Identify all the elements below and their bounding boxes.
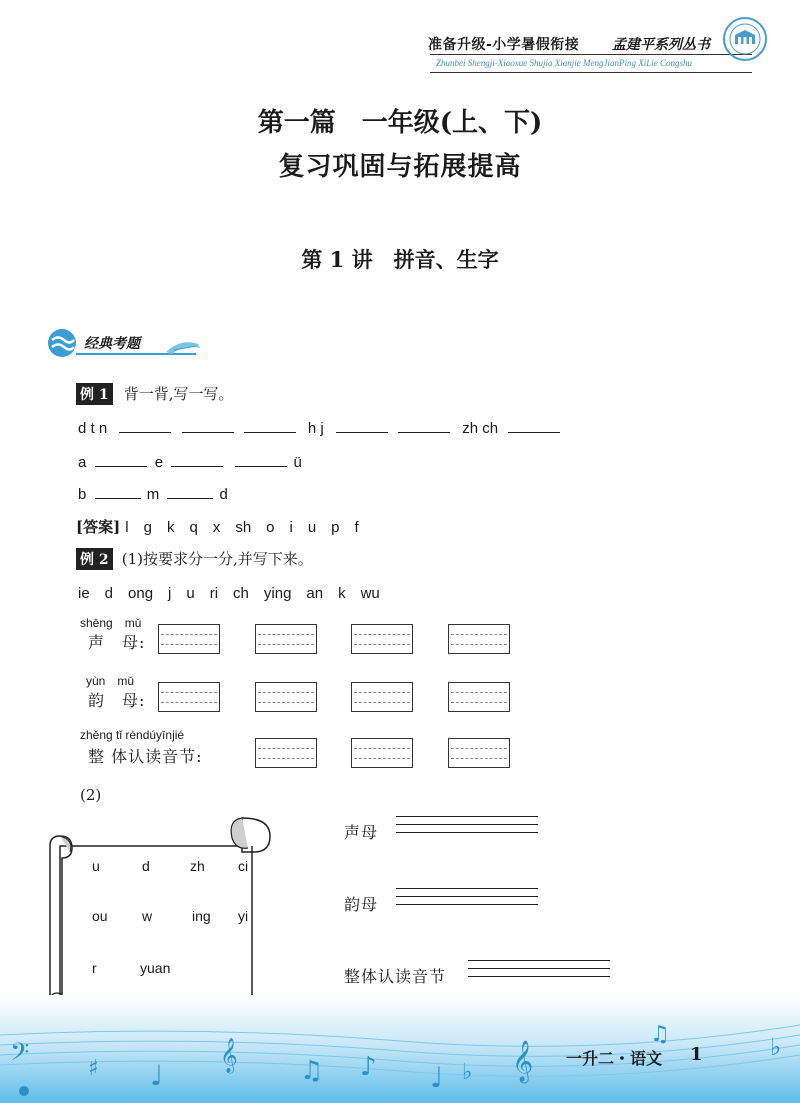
svg-text:♫: ♫: [300, 1056, 324, 1086]
shengmu-answer-box-3[interactable]: [351, 624, 413, 654]
example-2-prompt: (1)按要求分一分,并写下来。: [121, 550, 313, 568]
example-2-tag: 例 2: [76, 548, 113, 570]
scroll-item: yuan: [140, 960, 171, 976]
shengmu-answer-box-2[interactable]: [255, 624, 317, 654]
publisher-logo-icon: [722, 16, 768, 62]
scroll-item: yi: [238, 908, 249, 924]
series-name: 孟建平系列丛书: [612, 37, 710, 53]
page-number: 1: [690, 1044, 703, 1065]
example-1-header: [76, 383, 234, 405]
zhengti-label: 整 体认读音节:: [88, 747, 203, 766]
svg-text:♯: ♯: [88, 1056, 99, 1081]
right-yunmu-label: 韵母: [344, 895, 379, 914]
row-1-letters-c: zh ch: [462, 420, 499, 437]
example-1-prompt: 背一背,写一写。: [123, 385, 234, 403]
right-zhengti-label: 整体认读音节: [344, 967, 447, 986]
example-1-row-3: [78, 484, 228, 503]
yunmu-writing-lines[interactable]: [396, 888, 538, 912]
svg-text:𝄢: 𝄢: [10, 1038, 30, 1073]
svg-text:♫: ♫: [650, 1022, 670, 1047]
svg-text:♩: ♩: [430, 1061, 444, 1094]
series-pinyin: Zhunbei Shengji-Xiaoxue Shujia Xianjie MengJianPing XiLie Congshu: [436, 58, 692, 68]
row-3-letters-c: d: [219, 486, 228, 503]
scroll-item: u: [92, 858, 100, 874]
header-rule: [430, 54, 752, 55]
svg-text:𝄞: 𝄞: [512, 1041, 534, 1082]
zhengti-writing-lines[interactable]: [468, 960, 610, 984]
yunmu-pinyin: yùn mǔ: [86, 674, 135, 688]
example-1-row-2: [78, 452, 302, 471]
music-band-decoration-icon: [0, 995, 800, 1103]
blank[interactable]: [398, 418, 450, 433]
shengmu-writing-lines[interactable]: [396, 816, 538, 840]
footer-subject: 一升二・语文: [566, 1049, 663, 1068]
answer-text: l g k q x sh o i u p f: [125, 519, 359, 536]
row-1-letters-b: h j: [307, 420, 324, 437]
chapter-subtitle: 复习巩固与拓展提高: [278, 152, 522, 182]
right-shengmu-label: 声母: [344, 823, 379, 842]
yunmu-answer-box-3[interactable]: [351, 682, 413, 712]
header-rule-bottom: [430, 72, 752, 73]
series-title: 准备升级-小学暑假衔接: [428, 37, 580, 53]
blank[interactable]: [95, 452, 147, 467]
zhengti-answer-box-1[interactable]: [255, 738, 317, 768]
part-2-label: (2): [80, 786, 102, 804]
shengmu-answer-box-1[interactable]: [158, 624, 220, 654]
yunmu-answer-box-1[interactable]: [158, 682, 220, 712]
blank[interactable]: [182, 418, 234, 433]
row-3-letters-b: m: [146, 486, 160, 503]
example-2-header: [76, 548, 313, 570]
zhengti-answer-box-3[interactable]: [448, 738, 510, 768]
blank[interactable]: [508, 418, 560, 433]
zhengti-answer-box-2[interactable]: [351, 738, 413, 768]
svg-text:♭: ♭: [462, 1060, 473, 1085]
lesson-title: 第 1 讲 拼音、生字: [301, 247, 499, 272]
scroll-item: r: [92, 960, 97, 976]
example-1-tag: 例 1: [76, 383, 113, 405]
example-2-letters: ie d ong j u ri ch ying an k wu: [78, 585, 380, 602]
scroll-item: ing: [192, 908, 211, 924]
row-1-letters-a: d t n: [78, 420, 108, 437]
blank[interactable]: [235, 452, 287, 467]
zhengti-pinyin: zhěng tǐ rèndúyīnjié: [80, 728, 185, 742]
scroll-item: w: [142, 908, 153, 924]
blank[interactable]: [119, 418, 171, 433]
yunmu-answer-box-2[interactable]: [255, 682, 317, 712]
shengmu-label: 声 母:: [88, 633, 146, 652]
answer-tag: [答案]: [76, 518, 121, 536]
scroll-item: zh: [190, 858, 205, 874]
scroll-item: ou: [92, 908, 108, 924]
row-2-letters-a: a: [78, 454, 87, 471]
row-2-letters-b: e: [154, 454, 164, 471]
svg-text:♩: ♩: [150, 1059, 164, 1092]
example-1-answer: [76, 516, 359, 537]
yunmu-answer-box-4[interactable]: [448, 682, 510, 712]
blank[interactable]: [167, 484, 213, 499]
chapter-title: 第一篇 一年级(上、下): [257, 108, 543, 138]
blank[interactable]: [336, 418, 388, 433]
shengmu-pinyin: shēng mǔ: [80, 616, 142, 630]
banner-label: 经典考题: [84, 336, 140, 352]
example-1-row-1: [78, 418, 560, 437]
scroll-item: ci: [238, 858, 249, 874]
svg-text:𝄞: 𝄞: [220, 1038, 238, 1073]
yunmu-label: 韵 母:: [88, 691, 146, 710]
svg-text:♭: ♭: [770, 1033, 782, 1061]
row-2-letters-c: ü: [293, 454, 302, 471]
svg-text:♪: ♪: [360, 1052, 377, 1082]
scroll-item: d: [142, 858, 150, 874]
row-3-letters-a: b: [78, 486, 87, 503]
blank[interactable]: [171, 452, 223, 467]
blank[interactable]: [244, 418, 296, 433]
blank[interactable]: [95, 484, 141, 499]
shengmu-answer-box-4[interactable]: [448, 624, 510, 654]
